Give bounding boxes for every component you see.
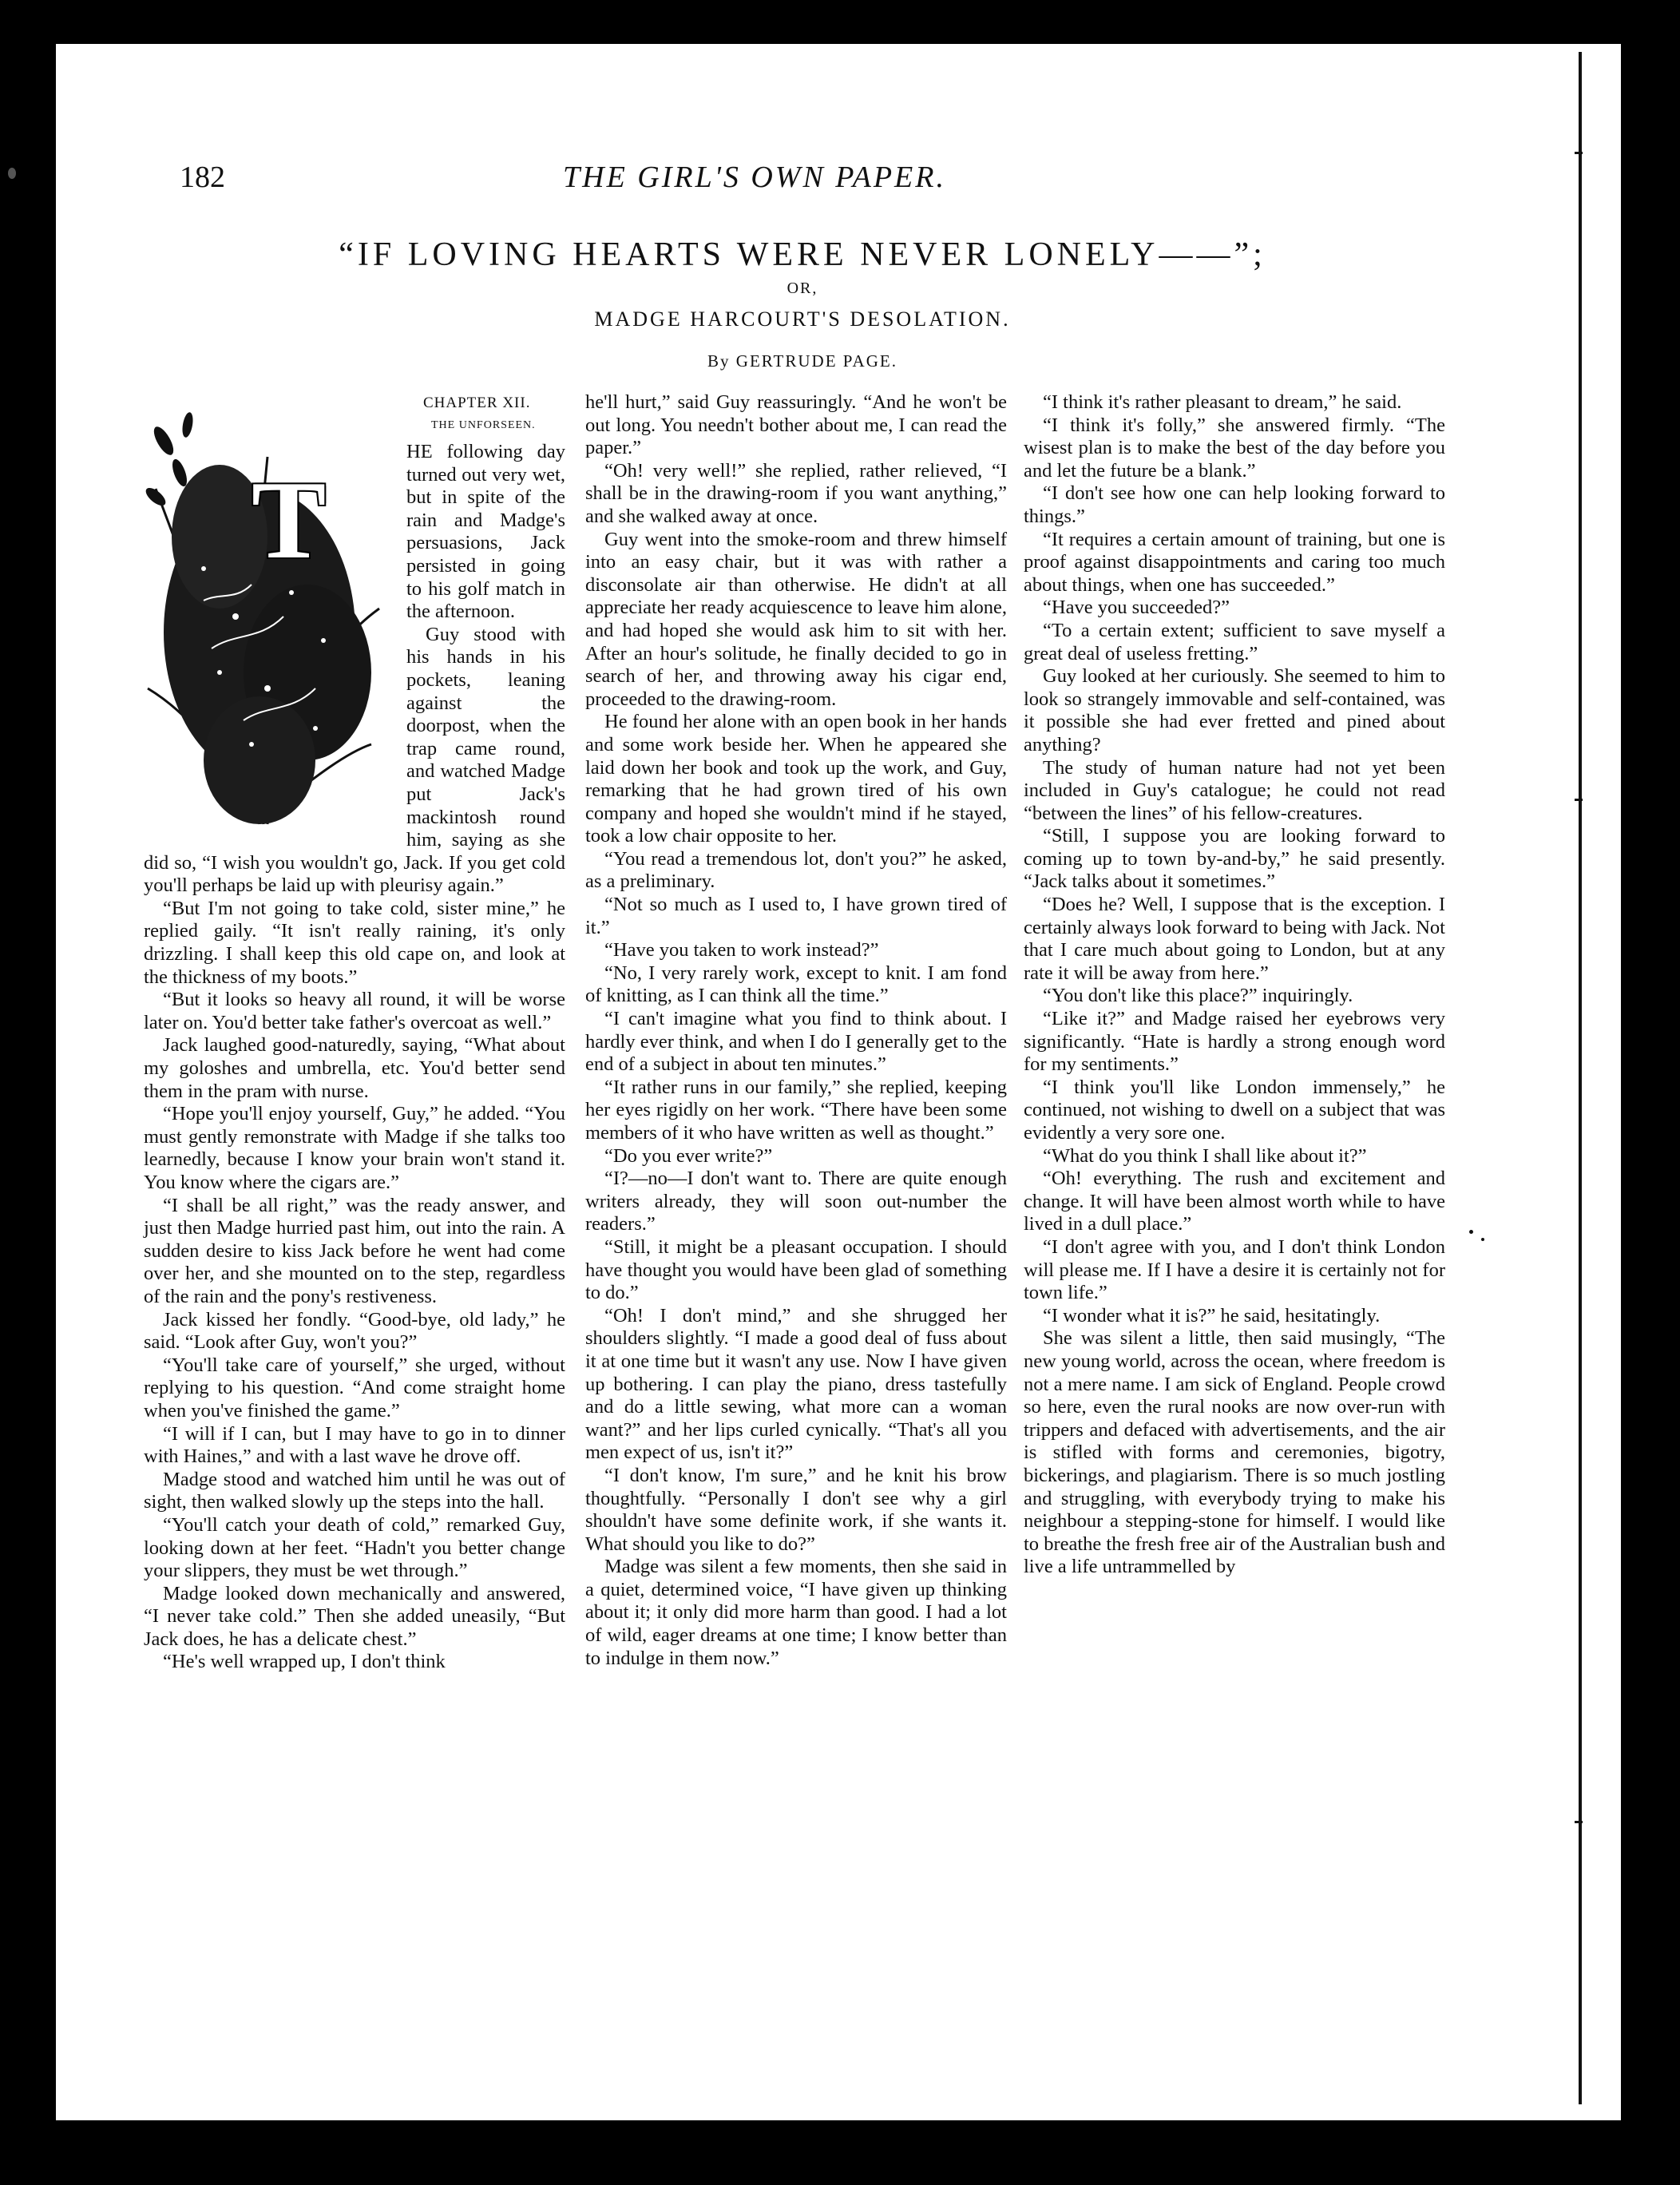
paragraph: “You'll take care of yourself,” she urged, without replying to his question. “And come straight home when you've finished the game.” — [144, 1354, 565, 1422]
paragraph: Jack laughed good-naturedly, saying, “What about my goloshes and umbrella, etc. You'd better send them in the pram with nurse. — [144, 1034, 565, 1102]
paragraph: “No, I very rarely work, except to knit. I am fond of knitting, as I can think all the time.” — [585, 962, 1007, 1007]
article-or: OR, — [787, 280, 818, 297]
illustrated-dropcap — [132, 409, 395, 840]
text-column-2 — [585, 391, 1007, 1670]
scan-speck — [8, 168, 16, 179]
paragraph: “I?—no—I don't want to. There are quite enough writers already, they will soon out-number the readers.” — [585, 1168, 1007, 1235]
paragraph: “But I'm not going to take cold, sister mine,” he replied gaily. “It isn't really raining, it's only drizzling. I shall keep this old cape on, and look at the thickness of my boots.” — [144, 897, 565, 988]
scan-speck — [1469, 1230, 1473, 1234]
paragraph: “I don't know, I'm sure,” and he knit his brow thoughtfully. “Personally I don't see why a girl shouldn't have some definite work, if she wants it. What should you like to do?” — [585, 1464, 1007, 1555]
paragraph: “I shall be all right,” was the ready answer, and just then Madge hurried past him, out into the rain. A sudden desire to kiss Jack before he went had come over her, and she mounted on to the step, regardless of the rain and the pony's restiveness. — [144, 1194, 565, 1307]
paragraph: “I think it's folly,” she answered firmly. “The wisest plan is to make the best of the day before you and let the future be a blank.” — [1024, 414, 1445, 482]
article-title: “IF LOVING HEARTS WERE NEVER LONELY——”; — [339, 236, 1266, 273]
paragraph: Guy looked at her curiously. She seemed to him to look so strangely immovable and self-contained, was it possible she had ever fretted and pined about anything? — [1024, 665, 1445, 755]
edge-mark — [1575, 799, 1583, 801]
paragraph: “Do you ever write?” — [604, 1144, 773, 1167]
paragraph: “Not so much as I used to, I have grown tired of it.” — [585, 894, 1007, 938]
paragraph: “I don't see how one can help looking forward to things.” — [1024, 482, 1445, 527]
paragraph: “Have you taken to work instead?” — [604, 939, 879, 962]
paragraph: “Still, I suppose you are looking forward to coming up to town by-and-by,” he said presently. “Jack talks about it sometimes.” — [1024, 825, 1445, 893]
running-header — [180, 160, 1441, 208]
paragraph: “Does he? Well, I suppose that is the exception. I certainly always look forward to being with Jack. Not that I care much about going to London, but at any rate it will be away from here.” — [1024, 894, 1445, 984]
paragraph: “To a certain extent; sufficient to save myself a great deal of useless fretting.” — [1024, 619, 1445, 664]
paragraph: “I think it's rather pleasant to dream,” he said. — [1043, 391, 1402, 413]
paragraph: “Still, it might be a pleasant occupation. I should have thought you would have been glad of something to do.” — [585, 1235, 1007, 1304]
paragraph: “I don't agree with you, and I don't think London will please me. If I have a desire it is certainly not for town life.” — [1024, 1235, 1445, 1304]
paragraph: “You read a tremendous lot, don't you?” he asked, as a preliminary. — [585, 847, 1007, 893]
paragraph: he'll hurt,” said Guy reassuringly. “And he won't be out long. You needn't bother about me, I can read the paper.” — [585, 391, 1007, 459]
paragraph: “It requires a certain amount of training, but one is proof against disappointments and caring too much about things, when one has succeeded.” — [1024, 528, 1445, 596]
article-byline: By GERTRUDE PAGE. — [707, 351, 897, 371]
paragraph: “Have you succeeded?” — [1043, 597, 1230, 619]
paragraph: “I wonder what it is?” he said, hesitatingly. — [1043, 1304, 1381, 1326]
paragraph: “I think you'll like London immensely,” he continued, not wishing to dwell on a subject that was evidently a very sore one. — [1024, 1076, 1445, 1144]
paragraph: “It rather runs in our family,” she replied, keeping her eyes rigidly on her work. “There have been some members of it who have written as well as thought.” — [585, 1076, 1007, 1144]
running-title: THE GIRL'S OWN PAPER. — [563, 161, 946, 194]
paragraph: Guy went into the smoke-room and threw himself into an easy chair, but it was with rather a disconsolate air than otherwise. He didn't at all appreciate her ready acquiescence to leave him alone, and had hoped she would ask him to sit with her. After an hour's solitude, he finally decided to go in search of her, and throwing away his cigar end, proceeded to the drawing-room. — [585, 528, 1007, 710]
paragraph: “Oh! I don't mind,” and she shrugged her shoulders slightly. “I made a good deal of fuss about it at one time but it wasn't any use. Now I have given up bothering. I can play the piano, dress tastefully and do a little sewing, what more can a woman want?” and her lips curled cynically. “That's all you men expect of us, isn't it?” — [585, 1304, 1007, 1464]
paragraph: “You'll catch your death of cold,” remarked Guy, looking down at her feet. “Hadn't you better change your slippers, they must be wet through.” — [144, 1513, 565, 1582]
paragraph: She was silent a little, then said musingly, “The new young world, across the ocean, where freedom is not a mere name. I am sick of England. People crowd so here, even the rural nooks are now over-run with trippers and defaced with advertisements, and the air is stifled with forms and ceremonies, bigotry, bickerings, and plagiarism. There is so much jostling and struggling, with everybody trying to make his neighbour a stepping-stone for himself. I would like to breathe the fresh free air of the Australian bush and live a life untrammelled by — [1024, 1327, 1445, 1578]
paragraph: HE following day turned out very wet, but in spite of the rain and Madge's persuasions, Jack persisted in going to his golf match in the afternoon. — [406, 441, 565, 623]
text-column-1 — [144, 391, 565, 1674]
paragraph: Guy stood with his hands in his pockets, leaning against the doorpost, when the trap came round, and watched Madge put Jack's mackintosh round him, saying as she did so, “I wish you wouldn't go, Jack. If you get cold you'll perhaps be laid up with pleurisy again.” — [144, 623, 565, 897]
paragraph: Madge was silent a few moments, then she said in a quiet, determined voice, “I have given up thinking about it; it only did more harm than good. I had a lot of wild, eager dreams at one time; I know better than to indulge in them now.” — [585, 1556, 1007, 1669]
paragraph: Madge stood and watched him until he was out of sight, then walked slowly up the steps into the hall. — [144, 1468, 565, 1513]
scan-speck — [1481, 1238, 1484, 1241]
edge-mark — [1575, 152, 1583, 154]
paragraph: The study of human nature had not yet been included in Guy's catalogue; he could not read “between the lines” of his fellow-creatures. — [1024, 756, 1445, 824]
dropcap-letter: T — [252, 458, 327, 582]
page-edge-line — [1579, 52, 1582, 2104]
paragraph: “But it looks so heavy all round, it will be worse later on. You'd better take father's overcoat as well.” — [144, 989, 565, 1033]
edge-mark — [1575, 1821, 1583, 1823]
chapter-number: CHAPTER XII. — [423, 395, 531, 411]
paragraph: “Oh! everything. The rush and excitement and change. It will have been almost worth while to have lived in a dull place.” — [1024, 1168, 1445, 1235]
article-subtitle: MADGE HARCOURT'S DESOLATION. — [594, 307, 1011, 331]
paragraph: He found her alone with an open book in her hands and some work beside her. When he appeared she laid down her book and took up the work, and Guy, remarking that he had grown tired of his own company and hoped she wouldn't mind if he stayed, took a low chair opposite to her. — [585, 711, 1007, 847]
paragraph: “Oh! very well!” she replied, rather relieved, “I shall be in the drawing-room if you want anything,” and she walked away at once. — [585, 459, 1007, 527]
paragraph: “What do you think I shall like about it?” — [1043, 1144, 1367, 1167]
page-number: 182 — [180, 161, 225, 194]
paragraph: “I can't imagine what you find to think about. I hardly ever think, and when I do I generally get to the end of a subject in about ten minutes.” — [585, 1008, 1007, 1076]
paragraph: “You don't like this place?” inquiringly. — [1043, 985, 1353, 1007]
paragraph: “I will if I can, but I may have to go in to dinner with Haines,” and with a last wave he drove off. — [144, 1422, 565, 1468]
paragraph: Jack kissed her fondly. “Good-bye, old lady,” he said. “Look after Guy, won't you?” — [144, 1308, 565, 1354]
paragraph: Madge looked down mechanically and answered, “I never take cold.” Then she added uneasily, “But Jack does, he has a delicate chest.” — [144, 1582, 565, 1650]
paragraph: “Like it?” and Madge raised her eyebrows very significantly. “Hate is hardly a strong enough word for my sentiments.” — [1024, 1008, 1445, 1076]
text-column-3 — [1024, 391, 1445, 1579]
chapter-title: THE UNFORSEEN. — [431, 419, 536, 431]
paragraph: “He's well wrapped up, I don't think — [163, 1651, 446, 1673]
paragraph: “Hope you'll enjoy yourself, Guy,” he added. “You must gently remonstrate with Madge if she talks too learnedly, because I know your brain won't stand it. You know where the cigars are.” — [144, 1103, 565, 1193]
